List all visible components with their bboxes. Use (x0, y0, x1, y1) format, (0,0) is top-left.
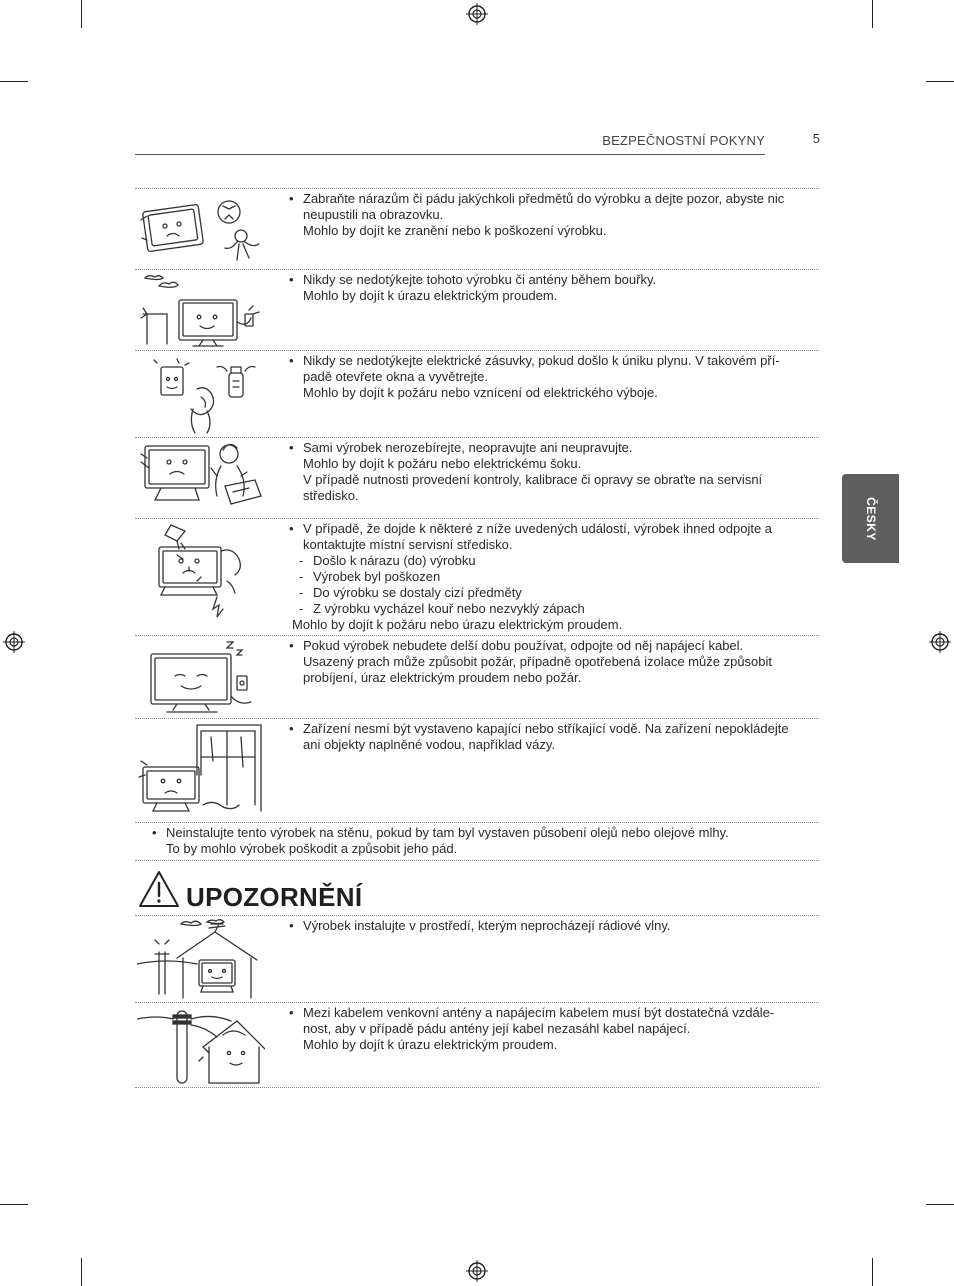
crop-mark (926, 81, 954, 82)
row-divider (135, 718, 819, 719)
item-line: neupustili na obrazovku. (303, 207, 444, 222)
row-divider (135, 635, 819, 636)
tv-disassembly-illustration (137, 440, 265, 516)
registration-mark-icon (466, 3, 488, 25)
bullet-text: • Mezi kabelem venkovní antény a napájecím kabelem musí být dostatečná vzdále- (303, 1005, 775, 1020)
caution-title: UPOZORNĚNÍ (186, 882, 363, 912)
caution-heading (138, 868, 538, 912)
bullet-text: • V případě, že dojde k některé z níže uvedených událostí, výrobek ihned odpojte a (303, 521, 773, 536)
gas-leak-outlet-illustration (137, 353, 265, 435)
item-line: kontaktujte místní servisní středisko. (303, 537, 513, 552)
row-divider (135, 822, 819, 823)
item-line: nost, aby v případě pádu antény její kabel nezasáhl kabel napájecí. (303, 1021, 691, 1036)
page-number: 5 (812, 131, 820, 146)
crop-mark (0, 81, 28, 82)
list-item (287, 1005, 807, 1053)
item-line: Mohlo by dojít ke zranění nebo k poškození výrobku. (303, 223, 607, 238)
list-item (287, 638, 807, 686)
item-line: Mohlo by dojít k požáru nebo vznícení od elektrického výboje. (303, 385, 658, 400)
warning-triangle-icon (138, 870, 180, 908)
registration-mark-icon (929, 631, 951, 653)
row-divider (135, 915, 819, 916)
row-divider (135, 518, 819, 519)
list-item (287, 721, 807, 753)
bullet-text: • Neinstalujte tento výrobek na stěnu, pokud by tam byl vystaven působení olejů nebo olejové mlhy. (166, 825, 729, 840)
sub-list-item: - Došlo k nárazu (do) výrobku (287, 553, 807, 569)
item-line: To by mohlo výrobek poškodit a způsobit jeho pád. (166, 841, 458, 856)
crop-mark (926, 1204, 954, 1205)
tv-thunderstorm-illustration (137, 272, 265, 348)
header-rule (135, 154, 765, 155)
crop-mark (81, 0, 82, 28)
list-item (287, 521, 807, 633)
list-item (287, 191, 807, 239)
row-divider (135, 437, 819, 438)
tv-unplug-illustration (137, 638, 265, 716)
bullet-text: • Výrobek instalujte v prostředí, kterým neprocházejí rádiové vlny. (303, 918, 671, 933)
bullet-text: • Nikdy se nedotýkejte elektrické zásuvky, pokud došlo k úniku plynu. V takovém pří- (303, 353, 780, 368)
row-divider (135, 860, 819, 861)
row-divider (135, 1087, 819, 1088)
sub-list-item: - Výrobek byl poškozen (287, 569, 807, 585)
row-divider (135, 1002, 819, 1003)
list-item (150, 825, 810, 857)
registration-mark-icon (3, 631, 25, 653)
bullet-text: • Pokud výrobek nebudete delší dobu používat, odpojte od něj napájecí kabel. (303, 638, 744, 653)
row-divider (135, 269, 819, 270)
item-line: padě otevřete okna a vyvětrejte. (303, 369, 489, 384)
house-antenna-illustration (137, 918, 265, 1000)
bullet-text: • Nikdy se nedotýkejte tohoto výrobku či antény během bouřky. (303, 272, 657, 287)
crop-mark (0, 1204, 28, 1205)
registration-mark-icon (466, 1260, 488, 1282)
item-line: středisko. (303, 488, 359, 503)
sub-list-item: - Do výrobku se dostaly cizí předměty (287, 585, 807, 601)
crop-mark (81, 1258, 82, 1286)
tv-water-window-illustration (137, 721, 265, 819)
section-title: BEZPEČNOSTNÍ POKYNY (602, 133, 765, 148)
list-item (287, 272, 807, 304)
list-item (287, 918, 807, 934)
row-divider (135, 350, 819, 351)
item-line: V případě nutnosti provedení kontroly, kalibrace či opravy se obraťte na servisní (303, 472, 763, 487)
list-item (287, 440, 807, 504)
crop-mark (872, 1258, 873, 1286)
item-line: probíjení, úraz elektrickým proudem nebo požár. (303, 670, 582, 685)
item-line: ani objekty naplněné vodou, například vázy. (303, 737, 555, 752)
item-note: Mohlo by dojít k požáru nebo úrazu elektrickým proudem. (292, 617, 623, 632)
bullet-text: • Sami výrobek nerozebírejte, neopravujte ani neupravujte. (303, 440, 633, 455)
sub-list-item: - Z výrobku vycházel kouř nebo nezvyklý zápach (287, 601, 807, 617)
row-divider (135, 188, 819, 189)
item-line: Mohlo by dojít k požáru nebo elektrickému šoku. (303, 456, 582, 471)
list-item (287, 353, 807, 401)
item-line: Usazený prach může způsobit požár, případně opotřebená izolace může způsobit (303, 654, 773, 669)
language-tab[interactable] (842, 474, 899, 563)
antenna-cable-illustration (137, 1005, 265, 1085)
item-line: Mohlo by dojít k úrazu elektrickým proudem. (303, 288, 558, 303)
tv-ball-falling-illustration (137, 192, 265, 266)
item-line: Mohlo by dojít k úrazu elektrickým proudem. (303, 1037, 558, 1052)
tv-damage-illustration (137, 521, 265, 633)
bullet-text: • Zařízení nesmí být vystaveno kapající nebo stříkající vodě. Na zařízení nepokládejte (303, 721, 789, 736)
bullet-text: • Zabraňte nárazům či pádu jakýchkoli předmětů do výrobku a dejte pozor, abyste nic (303, 191, 785, 206)
crop-mark (872, 0, 873, 28)
language-tab-label: ČESKY (863, 496, 878, 541)
